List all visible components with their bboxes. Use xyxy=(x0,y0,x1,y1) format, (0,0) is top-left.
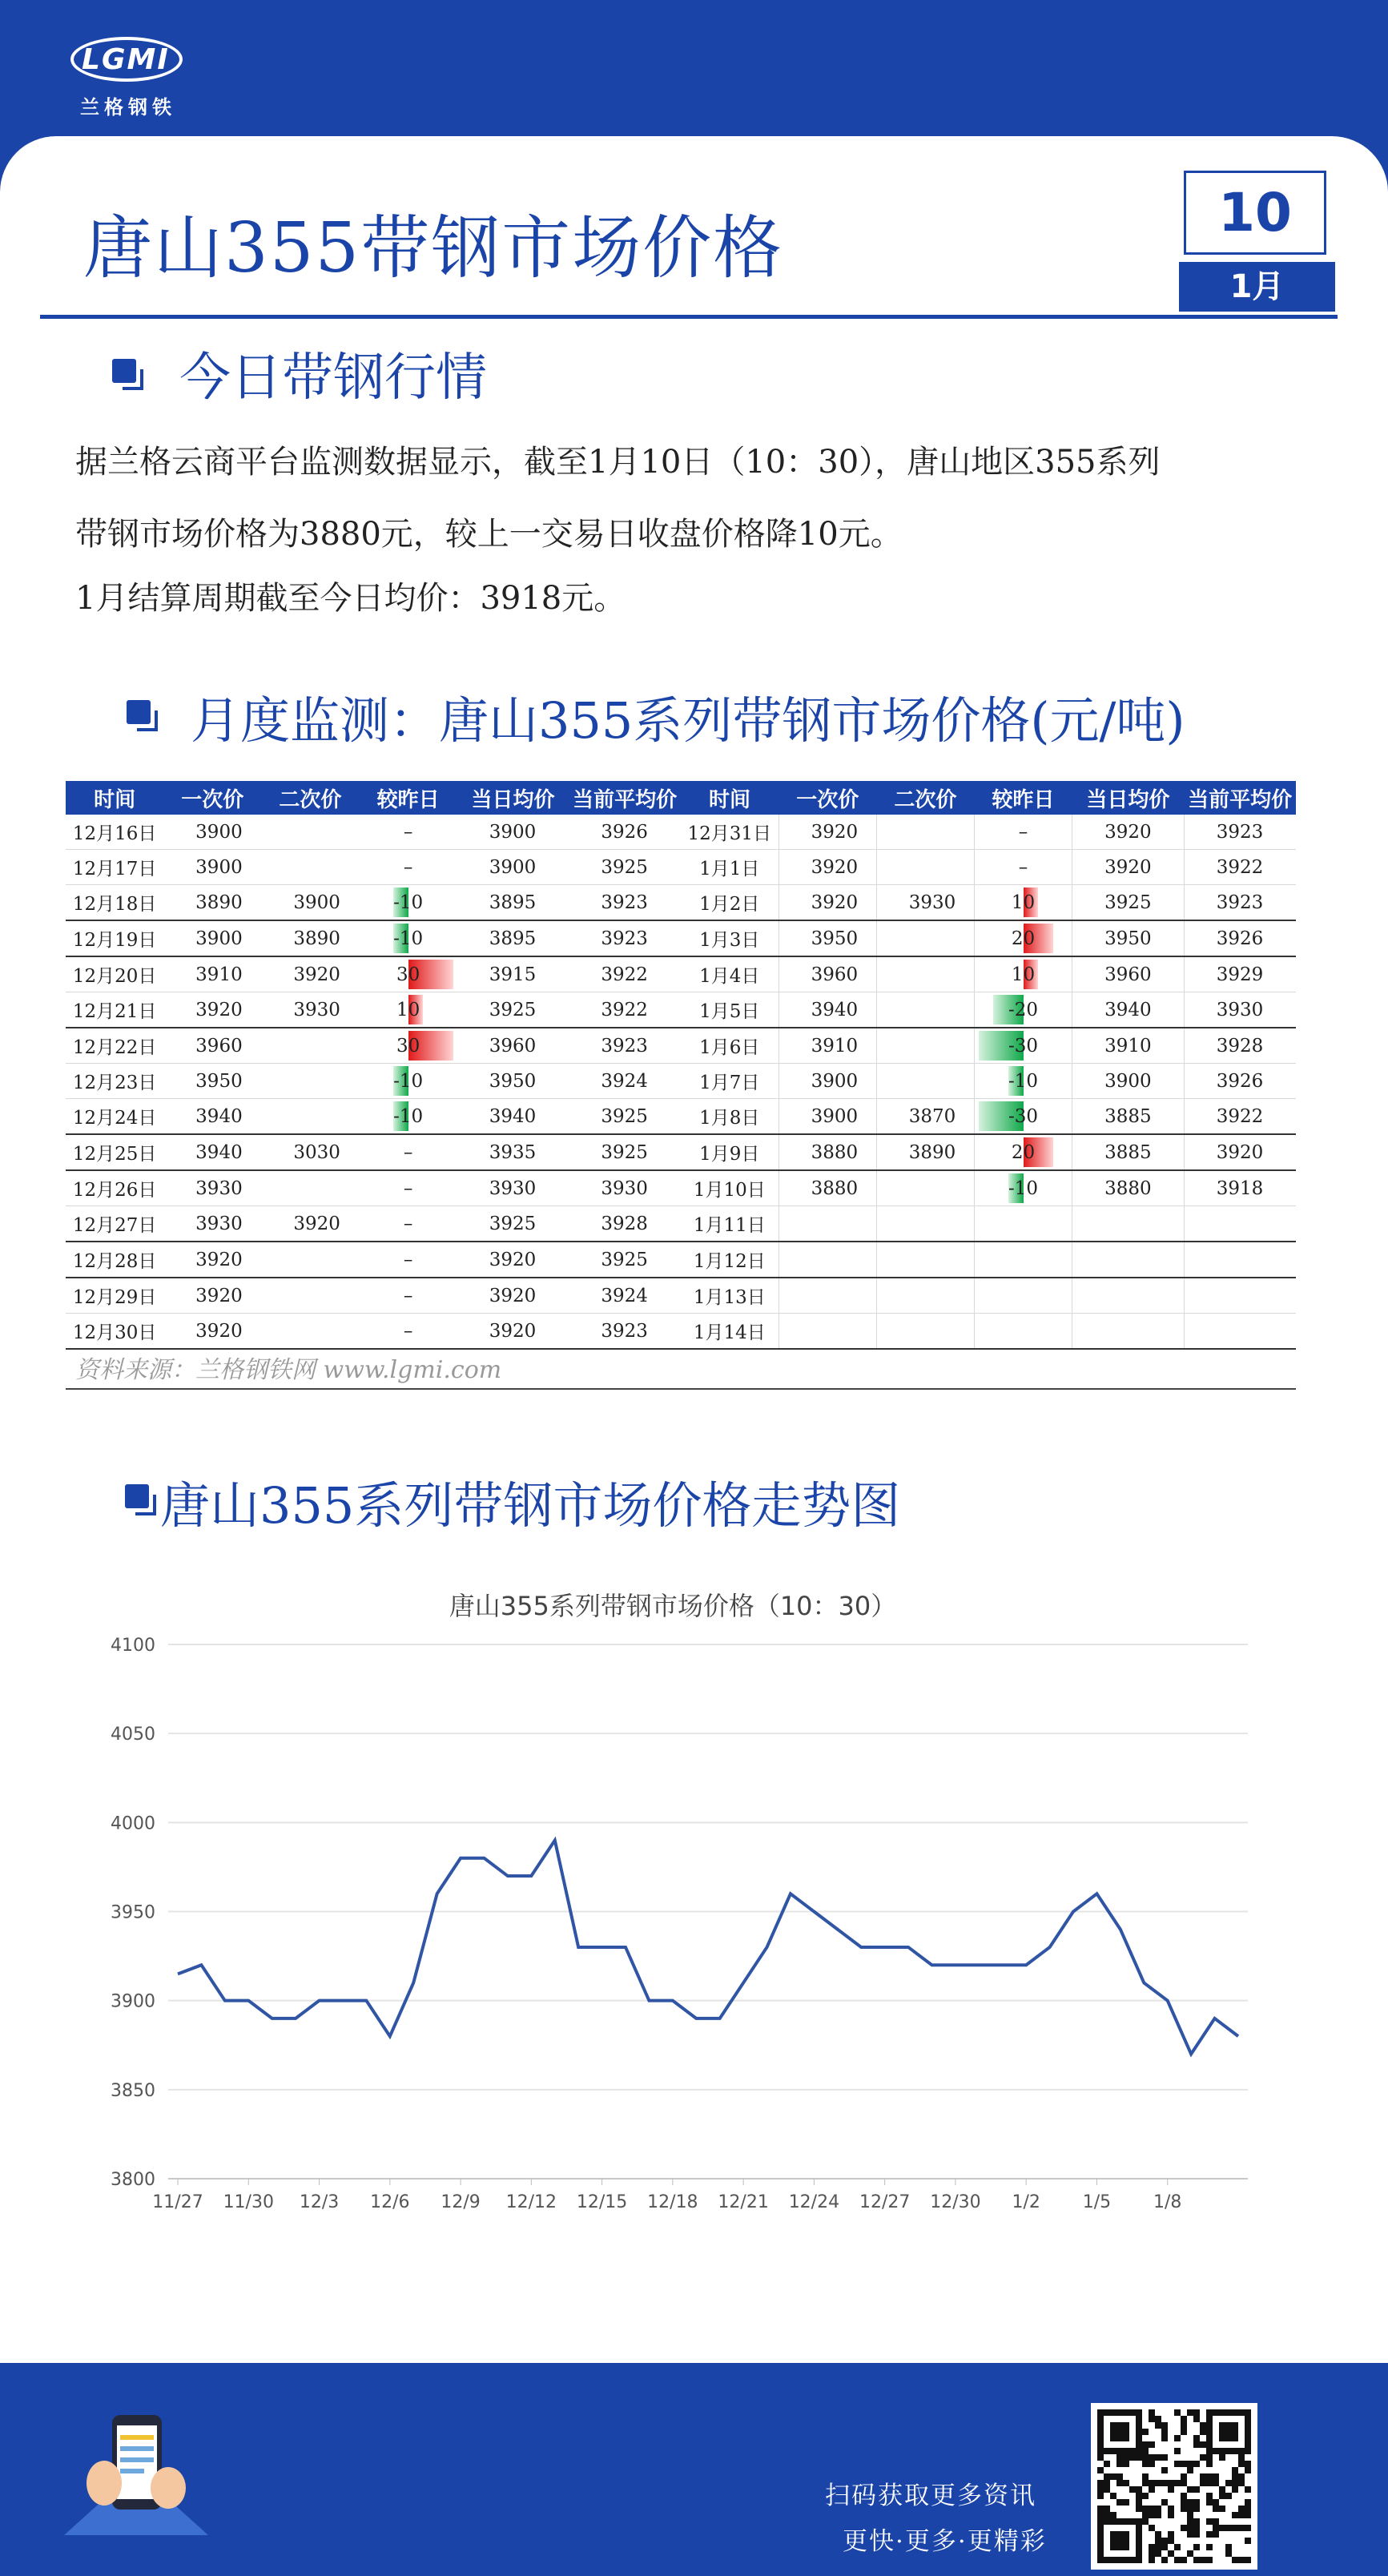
table-body xyxy=(66,815,1296,1349)
price-cell: 3923 xyxy=(569,1314,681,1350)
column-header: 较昨日 xyxy=(974,781,1072,815)
price-cell xyxy=(876,815,974,850)
date-cell: 12月26日 xyxy=(66,1170,163,1206)
price-cell xyxy=(876,1064,974,1099)
price-cell: 3880 xyxy=(1072,1170,1185,1206)
x-tick-label: 12/15 xyxy=(576,2192,628,2212)
change-cell: -30 xyxy=(974,1028,1072,1064)
x-tick-label: 12/9 xyxy=(441,2192,481,2212)
price-cell xyxy=(876,1170,974,1206)
price-cell: 3910 xyxy=(163,956,261,992)
table-row xyxy=(66,1170,1296,1206)
footer-line-1: 扫码获取更多资讯 xyxy=(825,2481,1036,2510)
x-tick-label: 12/27 xyxy=(859,2192,911,2212)
price-cell: 3930 xyxy=(163,1170,261,1206)
price-cell: 3920 xyxy=(457,1278,569,1314)
date-cell: 12月27日 xyxy=(66,1206,163,1242)
x-tick-label: 1/2 xyxy=(1012,2192,1040,2212)
y-tick-label: 4100 xyxy=(111,1636,155,1656)
change-cell xyxy=(974,1242,1072,1278)
section-bullet-icon xyxy=(112,359,136,383)
price-cell xyxy=(876,1028,974,1064)
price-cell: 3922 xyxy=(1184,850,1296,885)
table-row xyxy=(66,1314,1296,1350)
price-cell xyxy=(876,992,974,1028)
price-cell: 3926 xyxy=(1184,1064,1296,1099)
price-cell xyxy=(261,1242,359,1278)
date-cell: 12月20日 xyxy=(66,956,163,992)
series-line xyxy=(178,1841,1238,2055)
date-cell: 12月23日 xyxy=(66,1064,163,1099)
price-cell: 3960 xyxy=(457,1028,569,1064)
price-cell xyxy=(778,1242,876,1278)
price-cell: 3920 xyxy=(778,850,876,885)
title-divider xyxy=(40,315,1338,319)
price-cell: 3923 xyxy=(569,1028,681,1064)
price-cell: 3926 xyxy=(569,815,681,850)
change-cell: -10 xyxy=(360,885,457,921)
change-cell: – xyxy=(360,1314,457,1350)
change-cell: – xyxy=(360,1278,457,1314)
section-title-monthly: 月度监测：唐山355系列带钢市场价格(元/吨) xyxy=(191,691,1185,750)
change-cell: -10 xyxy=(974,1064,1072,1099)
x-tick-label: 12/3 xyxy=(299,2192,340,2212)
price-cell xyxy=(1072,1278,1185,1314)
date-cell: 12月30日 xyxy=(66,1314,163,1350)
price-cell xyxy=(876,850,974,885)
summary-line-2: 带钢市场价格为3880元，较上一交易日收盘价格降10元。 xyxy=(75,516,903,553)
price-cell: 3930 xyxy=(261,992,359,1028)
price-cell: 3940 xyxy=(778,992,876,1028)
date-cell: 1月2日 xyxy=(681,885,778,921)
summary-line-3: 1月结算周期截至今日均价：3918元。 xyxy=(75,580,626,617)
price-cell: 3940 xyxy=(163,1134,261,1170)
price-cell: 3925 xyxy=(1072,885,1185,921)
price-cell: 3925 xyxy=(569,1242,681,1278)
price-cell: 3920 xyxy=(1072,815,1185,850)
price-table xyxy=(66,781,1296,1350)
date-cell: 1月4日 xyxy=(681,956,778,992)
date-cell: 1月5日 xyxy=(681,992,778,1028)
change-cell xyxy=(974,1206,1072,1242)
date-cell: 1月7日 xyxy=(681,1064,778,1099)
change-cell xyxy=(974,1278,1072,1314)
date-cell: 1月10日 xyxy=(681,1170,778,1206)
price-cell: 3924 xyxy=(569,1064,681,1099)
price-cell: 3900 xyxy=(163,850,261,885)
phone-hand-icon xyxy=(48,2403,224,2547)
change-cell: 10 xyxy=(974,956,1072,992)
date-cell: 1月3日 xyxy=(681,920,778,956)
price-cell: 3920 xyxy=(163,1314,261,1350)
date-cell: 1月12日 xyxy=(681,1242,778,1278)
price-cell: 3925 xyxy=(569,1099,681,1135)
x-tick-label: 11/27 xyxy=(152,2192,203,2212)
price-cell: 3928 xyxy=(569,1206,681,1242)
date-cell: 12月21日 xyxy=(66,992,163,1028)
price-cell: 3928 xyxy=(1184,1028,1296,1064)
price-cell: 3940 xyxy=(1072,992,1185,1028)
table-row xyxy=(66,992,1296,1028)
price-cell xyxy=(261,1099,359,1135)
price-cell: 3900 xyxy=(778,1099,876,1135)
price-cell: 3929 xyxy=(1184,956,1296,992)
price-cell: 3920 xyxy=(457,1242,569,1278)
y-tick-label: 3800 xyxy=(111,2170,155,2190)
column-header: 时间 xyxy=(66,781,163,815)
date-cell: 12月17日 xyxy=(66,850,163,885)
change-cell: -10 xyxy=(974,1170,1072,1206)
price-cell: 3900 xyxy=(261,885,359,921)
price-cell xyxy=(1184,1242,1296,1278)
change-cell: – xyxy=(974,850,1072,885)
price-cell xyxy=(261,1314,359,1350)
table-row xyxy=(66,815,1296,850)
change-cell: -10 xyxy=(360,1064,457,1099)
price-cell: 3880 xyxy=(778,1170,876,1206)
price-cell: 3930 xyxy=(569,1170,681,1206)
column-header: 较昨日 xyxy=(360,781,457,815)
table-row xyxy=(66,885,1296,921)
price-cell: 3910 xyxy=(1072,1028,1185,1064)
source-note: 资料来源：兰格钢铁网 www.lgmi.com xyxy=(75,1356,502,1384)
price-cell: 3922 xyxy=(569,956,681,992)
change-cell: – xyxy=(360,850,457,885)
table-row xyxy=(66,1099,1296,1135)
price-cell: 3925 xyxy=(457,992,569,1028)
price-cell: 3895 xyxy=(457,885,569,921)
date-cell: 1月14日 xyxy=(681,1314,778,1350)
date-cell: 1月6日 xyxy=(681,1028,778,1064)
column-header: 二次价 xyxy=(876,781,974,815)
date-cell: 12月19日 xyxy=(66,920,163,956)
price-cell: 3920 xyxy=(1184,1134,1296,1170)
price-cell: 3920 xyxy=(261,956,359,992)
x-tick-label: 12/6 xyxy=(370,2192,410,2212)
change-cell: -10 xyxy=(360,1099,457,1135)
date-cell: 1月1日 xyxy=(681,850,778,885)
qr-code-icon[interactable] xyxy=(1091,2403,1257,2570)
price-cell: 3920 xyxy=(1072,850,1185,885)
date-cell: 1月9日 xyxy=(681,1134,778,1170)
price-cell: 3900 xyxy=(163,815,261,850)
price-cell: 3920 xyxy=(163,1242,261,1278)
price-cell: 3918 xyxy=(1184,1170,1296,1206)
price-cell: 3960 xyxy=(778,956,876,992)
price-cell: 3880 xyxy=(778,1134,876,1170)
y-tick-label: 3900 xyxy=(111,1991,155,2012)
price-cell xyxy=(876,920,974,956)
change-cell: – xyxy=(360,1206,457,1242)
date-cell: 12月24日 xyxy=(66,1099,163,1135)
price-cell: 3900 xyxy=(778,1064,876,1099)
price-cell: 3900 xyxy=(1072,1064,1185,1099)
price-cell: 3922 xyxy=(1184,1099,1296,1135)
price-cell xyxy=(876,1242,974,1278)
price-cell xyxy=(261,1028,359,1064)
price-cell: 3920 xyxy=(163,992,261,1028)
price-cell xyxy=(876,956,974,992)
column-header: 当前平均价 xyxy=(1184,781,1296,815)
price-cell: 3925 xyxy=(569,850,681,885)
table-row xyxy=(66,1206,1296,1242)
column-header: 时间 xyxy=(681,781,778,815)
date-cell: 12月31日 xyxy=(681,815,778,850)
x-tick-label: 1/8 xyxy=(1153,2192,1182,2212)
price-cell: 3950 xyxy=(163,1064,261,1099)
y-tick-label: 3850 xyxy=(111,2080,155,2101)
change-cell xyxy=(974,1314,1072,1350)
price-cell xyxy=(261,1170,359,1206)
price-cell: 3870 xyxy=(876,1099,974,1135)
price-cell xyxy=(876,1206,974,1242)
price-cell xyxy=(1184,1206,1296,1242)
date-day: 10 xyxy=(1184,171,1326,255)
change-cell: 30 xyxy=(360,1028,457,1064)
change-cell: 20 xyxy=(974,1134,1072,1170)
footer-line-2: 更快·更多·更精彩 xyxy=(843,2527,1047,2556)
price-cell: 3900 xyxy=(457,850,569,885)
price-cell: 3940 xyxy=(163,1099,261,1135)
price-cell xyxy=(1072,1242,1185,1278)
logo xyxy=(70,30,199,119)
price-cell xyxy=(1184,1314,1296,1350)
price-cell: 3920 xyxy=(778,815,876,850)
section-bullet-icon xyxy=(125,1484,149,1508)
price-cell: 3940 xyxy=(457,1099,569,1135)
price-cell: 3930 xyxy=(876,885,974,921)
price-cell: 3930 xyxy=(1184,992,1296,1028)
date-cell: 12月25日 xyxy=(66,1134,163,1170)
date-cell: 12月16日 xyxy=(66,815,163,850)
price-cell xyxy=(778,1206,876,1242)
price-cell: 3950 xyxy=(457,1064,569,1099)
table-row xyxy=(66,1242,1296,1278)
date-cell: 1月8日 xyxy=(681,1099,778,1135)
price-cell: 3925 xyxy=(457,1206,569,1242)
summary-line-1: 据兰格云商平台监测数据显示，截至1月10日（10：30），唐山地区355系列 xyxy=(75,444,1161,481)
table-row xyxy=(66,1278,1296,1314)
change-cell: 30 xyxy=(360,956,457,992)
table-row xyxy=(66,956,1296,992)
change-cell: 20 xyxy=(974,920,1072,956)
column-header: 一次价 xyxy=(163,781,261,815)
price-cell: 3960 xyxy=(163,1028,261,1064)
date-cell: 12月22日 xyxy=(66,1028,163,1064)
price-cell: 3930 xyxy=(457,1170,569,1206)
table-row xyxy=(66,1028,1296,1064)
price-cell xyxy=(778,1314,876,1350)
price-cell: 3920 xyxy=(778,885,876,921)
price-cell: 3030 xyxy=(261,1134,359,1170)
table-bottom-line xyxy=(66,1388,1296,1390)
column-header: 一次价 xyxy=(778,781,876,815)
price-cell: 3900 xyxy=(457,815,569,850)
price-cell: 3900 xyxy=(163,920,261,956)
change-cell: – xyxy=(360,1134,457,1170)
change-cell: 10 xyxy=(974,885,1072,921)
date-cell: 12月28日 xyxy=(66,1242,163,1278)
date-month: 1月 xyxy=(1179,262,1335,312)
change-cell: -20 xyxy=(974,992,1072,1028)
table-row xyxy=(66,1134,1296,1170)
price-cell xyxy=(261,1064,359,1099)
price-cell xyxy=(1072,1206,1185,1242)
y-tick-label: 4000 xyxy=(111,1813,155,1834)
date-cell: 12月29日 xyxy=(66,1278,163,1314)
column-header: 当日均价 xyxy=(457,781,569,815)
change-cell: – xyxy=(974,815,1072,850)
y-tick-label: 4050 xyxy=(111,1725,155,1745)
price-cell: 3920 xyxy=(261,1206,359,1242)
price-cell: 3910 xyxy=(778,1028,876,1064)
price-cell: 3922 xyxy=(569,992,681,1028)
price-cell: 3924 xyxy=(569,1278,681,1314)
price-cell: 3885 xyxy=(1072,1134,1185,1170)
change-cell: – xyxy=(360,1242,457,1278)
section-title-today: 今日带钢行情 xyxy=(179,348,487,408)
column-header: 当前平均价 xyxy=(569,781,681,815)
x-tick-label: 1/5 xyxy=(1082,2192,1112,2212)
price-cell: 3920 xyxy=(457,1314,569,1350)
price-cell xyxy=(876,1314,974,1350)
logo-text: LGMI xyxy=(82,43,170,76)
price-cell: 3950 xyxy=(1072,920,1185,956)
column-header: 当日均价 xyxy=(1072,781,1185,815)
price-cell xyxy=(1184,1278,1296,1314)
logo-name-cn: 兰格钢铁 xyxy=(80,95,176,119)
price-cell: 3890 xyxy=(163,885,261,921)
price-cell: 3895 xyxy=(457,920,569,956)
trend-chart xyxy=(64,1570,1281,2235)
x-tick-label: 11/30 xyxy=(223,2192,274,2212)
chart-title: 唐山355系列带钢市场价格（10：30） xyxy=(449,1591,897,1621)
price-cell xyxy=(261,850,359,885)
change-cell: – xyxy=(360,1170,457,1206)
price-cell: 3950 xyxy=(778,920,876,956)
table-row xyxy=(66,1064,1296,1099)
price-cell: 3915 xyxy=(457,956,569,992)
price-cell: 3960 xyxy=(1072,956,1185,992)
change-cell: -30 xyxy=(974,1099,1072,1135)
page-title: 唐山355带钢市场价格 xyxy=(83,208,784,288)
table-row xyxy=(66,850,1296,885)
section-title-trend: 唐山355系列带钢市场价格走势图 xyxy=(160,1476,901,1535)
column-header: 二次价 xyxy=(261,781,359,815)
price-cell: 3923 xyxy=(569,885,681,921)
price-cell: 3930 xyxy=(163,1206,261,1242)
x-tick-label: 12/21 xyxy=(718,2192,769,2212)
price-cell xyxy=(261,1278,359,1314)
price-cell xyxy=(1072,1314,1185,1350)
table-row xyxy=(66,920,1296,956)
section-bullet-icon xyxy=(127,700,151,724)
x-tick-label: 12/30 xyxy=(930,2192,981,2212)
price-cell: 3923 xyxy=(1184,815,1296,850)
change-cell: 10 xyxy=(360,992,457,1028)
price-cell: 3926 xyxy=(1184,920,1296,956)
price-cell: 3923 xyxy=(1184,885,1296,921)
price-cell: 3890 xyxy=(261,920,359,956)
change-cell: -10 xyxy=(360,920,457,956)
change-cell: – xyxy=(360,815,457,850)
price-cell: 3920 xyxy=(163,1278,261,1314)
x-tick-label: 12/24 xyxy=(788,2192,840,2212)
price-cell: 3885 xyxy=(1072,1099,1185,1135)
date-cell: 1月11日 xyxy=(681,1206,778,1242)
price-cell xyxy=(261,815,359,850)
price-cell: 3890 xyxy=(876,1134,974,1170)
x-tick-label: 12/12 xyxy=(505,2192,557,2212)
date-cell: 12月18日 xyxy=(66,885,163,921)
date-cell: 1月13日 xyxy=(681,1278,778,1314)
price-cell: 3925 xyxy=(569,1134,681,1170)
price-cell xyxy=(876,1278,974,1314)
price-cell: 3935 xyxy=(457,1134,569,1170)
price-cell: 3923 xyxy=(569,920,681,956)
x-tick-label: 12/18 xyxy=(647,2192,698,2212)
table-header xyxy=(66,781,1296,815)
price-cell xyxy=(778,1278,876,1314)
y-tick-label: 3950 xyxy=(111,1902,155,1923)
